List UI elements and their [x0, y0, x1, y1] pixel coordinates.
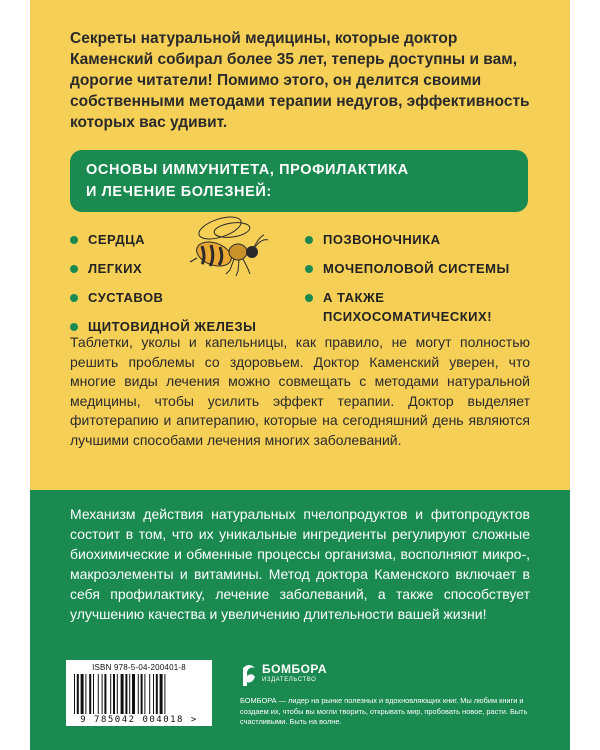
list-item: СЕРДЦА [70, 230, 270, 249]
barcode-icon [72, 674, 206, 714]
list-item: МОЧЕПОЛОВОЙ СИСТЕМЫ [305, 259, 535, 278]
barcode-number: 9 785042 004018 > [80, 715, 198, 725]
bombora-logo-icon [240, 660, 258, 688]
list-item: СУСТАВОВ [70, 288, 270, 307]
publisher-logo [240, 660, 360, 692]
banner-line-2: И ЛЕЧЕНИЕ БОЛЕЗНЕЙ: [86, 184, 272, 200]
list-item-line: А ТАКЖЕ [323, 290, 385, 305]
description-paragraph-2: Механизм действия натуральных пчелопродуктов и фитопродуктов состоит в том, что их уникальные ингредиенты регулируют сложные биохимические и обменные процессы организма, восполняют микро-, макроэлементы и витамины. Метод доктора Каменского включает в себя профилактику, лечение заболеваний, а также способствует улучшению качества и увеличению длительности вашей жизни! [70, 506, 530, 622]
description-paragraph-1: Таблетки, уколы и капельницы, как правило, не могут полностью решить проблемы со здоровьем. Доктор Каменский уверен, что многие виды лечения можно совмещать с методами натуральной медицины, чтобы усилить эффект терапии. Доктор выделяет фитотерапию и апитерапию, которые на сегодняшний день являются лучшими способами лечения многих заболеваний. [70, 334, 530, 448]
banner-line-1: ОСНОВЫ ИММУНИТЕТА, ПРОФИЛАКТИКА [86, 162, 409, 178]
list-item: ЩИТОВИДНОЙ ЖЕЛЕЗЫ [70, 317, 270, 336]
publisher-slogan: БОМБОРА — лидер на рынке полезных и вдохновляющих книг. Мы любим книги и создаем их, чтобы вы могли творить, открывать мир, пробовать новое, расти. Быть счастливыми. Быть на волне. [240, 696, 528, 726]
publisher-name: БОМБОРА [262, 662, 328, 676]
publisher-subtitle: ИЗДАТЕЛЬСТВО [262, 677, 317, 683]
barcode-block [66, 660, 212, 726]
bee-icon [180, 214, 280, 278]
list-item [305, 288, 535, 326]
list-item-line: ПСИХОСОМАТИЧЕСКИХ! [323, 309, 493, 324]
book-back-cover [30, 0, 570, 750]
topics-banner [70, 150, 528, 212]
green-footer-band [30, 490, 570, 750]
list-item: ЛЕГКИХ [70, 259, 270, 278]
topics-list-right [305, 230, 535, 326]
list-item: ПОЗВОНОЧНИКА [305, 230, 535, 249]
intro-paragraph: Секреты натуральной медицины, которые доктор Каменский собирал более 35 лет, теперь доступны и вам, дорогие читатели! Помимо этого, он делится своими собственными методами терапии недугов, эффективность которых вас удивит. [70, 30, 530, 131]
isbn-label: ISBN 978-5-04-200401-8 [92, 663, 186, 672]
